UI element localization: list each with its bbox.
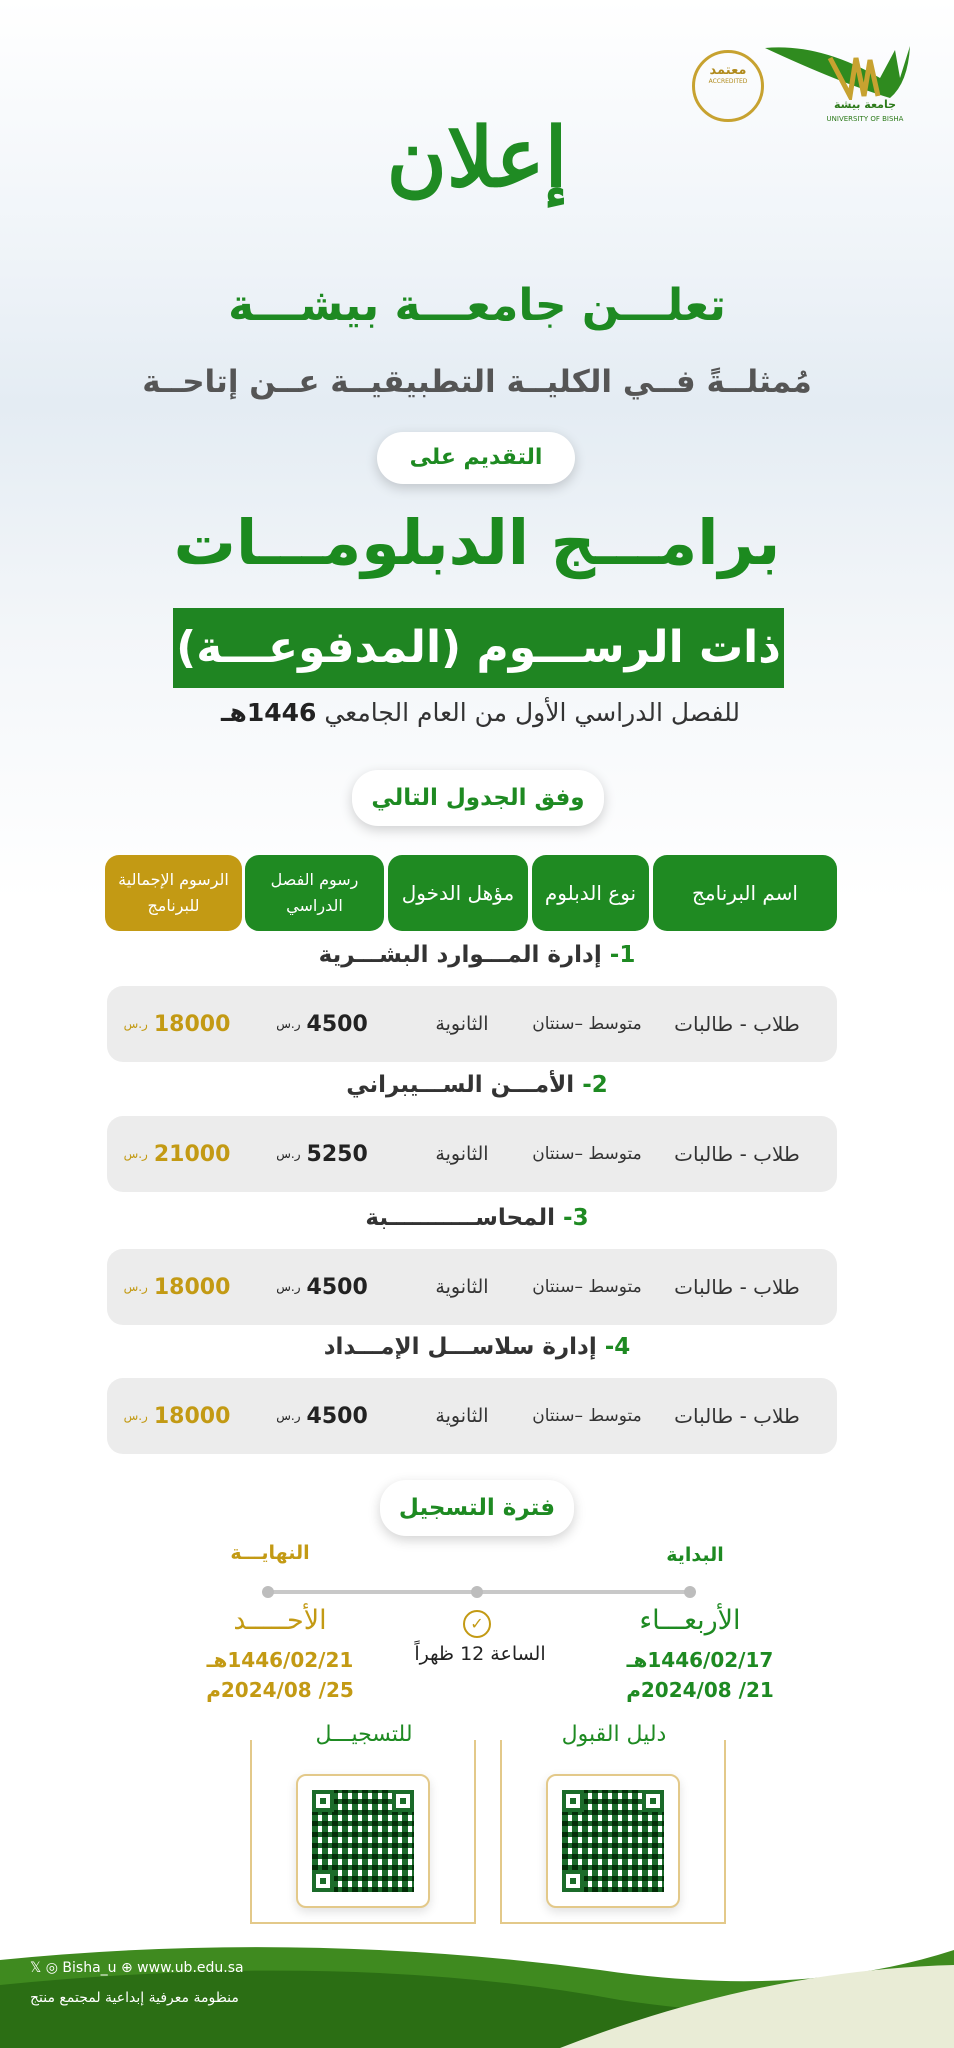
diploma-level: متوسط – bbox=[574, 1405, 642, 1426]
footer-links bbox=[30, 1960, 244, 1976]
start-day: الأربعـــاء bbox=[639, 1605, 741, 1636]
currency-label: ر.س bbox=[123, 1280, 148, 1294]
program-name: إدارة سلاســـل الإمـــداد bbox=[323, 1334, 597, 1360]
diploma-duration: سنتان bbox=[532, 1013, 575, 1034]
start-date-hijri: 1446/02/17هـ bbox=[626, 1648, 774, 1672]
end-date-hijri: 1446/02/21هـ bbox=[206, 1648, 354, 1672]
guide-qr-label: دليل القبول bbox=[525, 1722, 703, 1747]
qr-finder bbox=[312, 1790, 334, 1812]
university-name-en: UNIVERSITY OF BISHA bbox=[826, 115, 904, 123]
registration-pill: فترة التسجيل bbox=[380, 1480, 574, 1536]
qr-finder bbox=[392, 1790, 414, 1812]
header-program-name: اسم البرنامج bbox=[653, 855, 837, 931]
program-title bbox=[0, 1205, 954, 1231]
table-row bbox=[107, 1249, 837, 1325]
qr-finder bbox=[642, 1790, 664, 1812]
currency-label: ر.س bbox=[276, 1017, 301, 1031]
diploma-type-cell bbox=[527, 1116, 647, 1192]
program-title bbox=[0, 1072, 954, 1098]
table-row bbox=[107, 1116, 837, 1192]
start-date-gregorian: 21/ 2024/08م bbox=[626, 1678, 774, 1702]
currency-label: ر.س bbox=[123, 1017, 148, 1031]
total-fee-value: 21000 bbox=[153, 1141, 231, 1167]
qualification-cell: الثانوية bbox=[435, 1143, 489, 1165]
x-icon[interactable]: 𝕏 bbox=[30, 1960, 42, 1976]
qualification-cell: الثانوية bbox=[435, 1013, 489, 1035]
qr-finder bbox=[562, 1870, 584, 1892]
diploma-type-cell bbox=[527, 1378, 647, 1454]
university-name-ar: جامعة بيشة bbox=[833, 98, 897, 111]
intro-line-1: تعلـــن جامعـــة بيشـــة bbox=[228, 280, 726, 331]
program-number: 3- bbox=[563, 1205, 589, 1231]
program-name: الأمـــن الســـيبراني bbox=[346, 1072, 575, 1098]
gender-cell: طلاب - طالبات bbox=[674, 1012, 800, 1036]
program-number: 2- bbox=[582, 1072, 608, 1098]
main-title: برامـــج الدبلومـــات bbox=[173, 506, 781, 579]
register-qr-code[interactable] bbox=[296, 1774, 430, 1908]
diploma-duration: سنتان bbox=[532, 1276, 575, 1297]
program-number: 1- bbox=[609, 942, 636, 968]
timeline-dot-start bbox=[684, 1586, 696, 1598]
program-name: إدارة المـــوارد البشـــرية bbox=[318, 942, 602, 968]
currency-label: ر.س bbox=[123, 1409, 148, 1423]
currency-label: ر.س bbox=[276, 1280, 301, 1294]
instagram-icon[interactable]: ◎ bbox=[45, 1960, 58, 1976]
start-label: البداية bbox=[666, 1544, 724, 1566]
accreditation-ar: معتمد bbox=[709, 63, 747, 78]
announcement-title: إعلان bbox=[386, 110, 568, 206]
accreditation-en: ACCREDITED bbox=[708, 78, 748, 85]
register-qr-label: للتسجيـــل bbox=[275, 1722, 453, 1747]
semester-fee-cell bbox=[257, 1249, 387, 1325]
semester-fee-cell bbox=[257, 1378, 387, 1454]
total-fee-cell bbox=[107, 1249, 247, 1325]
diploma-duration: سنتان bbox=[532, 1405, 575, 1426]
total-fee-cell bbox=[107, 1116, 247, 1192]
gender-cell: طلاب - طالبات bbox=[674, 1404, 800, 1428]
guide-qr-code[interactable] bbox=[546, 1774, 680, 1908]
currency-label: ر.س bbox=[123, 1147, 148, 1161]
total-fee-cell bbox=[107, 986, 247, 1062]
diploma-level: متوسط – bbox=[574, 1276, 642, 1297]
currency-label: ر.س bbox=[276, 1147, 301, 1161]
diploma-duration: سنتان bbox=[532, 1143, 575, 1164]
qr-finder bbox=[312, 1870, 334, 1892]
program-title bbox=[0, 942, 954, 968]
table-row bbox=[107, 1378, 837, 1454]
semester-fee-cell bbox=[257, 1116, 387, 1192]
gender-cell: طلاب - طالبات bbox=[674, 1142, 800, 1166]
qualification-cell: الثانوية bbox=[435, 1405, 489, 1427]
currency-label: ر.س bbox=[276, 1409, 301, 1423]
footer-slogan: منظومة معرفية إبداعية لمجتمع منتج bbox=[30, 1990, 239, 2006]
end-day: الأحـــــد bbox=[233, 1605, 327, 1636]
program-number: 4- bbox=[604, 1334, 631, 1360]
program-name: المحاســـــــــــبة bbox=[365, 1205, 555, 1231]
clock-icon: ✓ bbox=[463, 1610, 491, 1638]
social-handle[interactable]: Bisha_u bbox=[62, 1960, 117, 1976]
total-fee-value: 18000 bbox=[153, 1403, 231, 1429]
header-semester-fee: رسوم الفصل الدراسي bbox=[245, 855, 384, 931]
semester-fee-cell bbox=[257, 986, 387, 1062]
globe-icon: ⊕ bbox=[120, 1960, 133, 1976]
header-total-fee: الرسوم الإجمالية للبرنامج bbox=[105, 855, 242, 931]
registration-time: الساعة 12 ظهراً bbox=[414, 1643, 546, 1665]
program-title bbox=[0, 1334, 954, 1360]
fees-banner: ذات الرســـوم (المدفوعـــة) bbox=[173, 608, 784, 688]
semester-label: للفصل الدراسي الأول من العام الجامعي bbox=[324, 698, 740, 727]
diploma-level: متوسط – bbox=[574, 1013, 642, 1034]
website-link[interactable]: www.ub.edu.sa bbox=[137, 1960, 244, 1976]
qr-finder bbox=[562, 1790, 584, 1812]
semester-fee-value: 4500 bbox=[306, 1274, 368, 1300]
leaf-logo-icon bbox=[760, 38, 910, 100]
timeline-dot-end bbox=[262, 1586, 274, 1598]
total-fee-value: 18000 bbox=[153, 1274, 231, 1300]
footer-wave bbox=[0, 1930, 954, 2048]
semester-fee-value: 5250 bbox=[306, 1141, 368, 1167]
header-diploma-type: نوع الدبلوم bbox=[532, 855, 649, 931]
diploma-level: متوسط – bbox=[574, 1143, 642, 1164]
intro-line-2: مُمثلــةً فــي الكليــة التطبيقيــة عــن إتاحــة bbox=[142, 364, 812, 400]
schedule-pill: وفق الجدول التالي bbox=[352, 770, 604, 826]
timeline-dot-mid bbox=[471, 1586, 483, 1598]
end-label: النهايـــة bbox=[230, 1542, 310, 1564]
diploma-type-cell bbox=[527, 986, 647, 1062]
semester-text bbox=[190, 698, 740, 727]
diploma-type-cell bbox=[527, 1249, 647, 1325]
gender-cell: طلاب - طالبات bbox=[674, 1275, 800, 1299]
semester-fee-value: 4500 bbox=[306, 1011, 368, 1037]
semester-year: 1446هـ bbox=[220, 698, 317, 727]
semester-fee-value: 4500 bbox=[306, 1403, 368, 1429]
total-fee-value: 18000 bbox=[153, 1011, 231, 1037]
apply-pill: التقديم على bbox=[377, 432, 575, 484]
total-fee-cell bbox=[107, 1378, 247, 1454]
header-qualification: مؤهل الدخول bbox=[388, 855, 528, 931]
qualification-cell: الثانوية bbox=[435, 1276, 489, 1298]
table-row bbox=[107, 986, 837, 1062]
end-date-gregorian: 25/ 2024/08م bbox=[206, 1678, 354, 1702]
